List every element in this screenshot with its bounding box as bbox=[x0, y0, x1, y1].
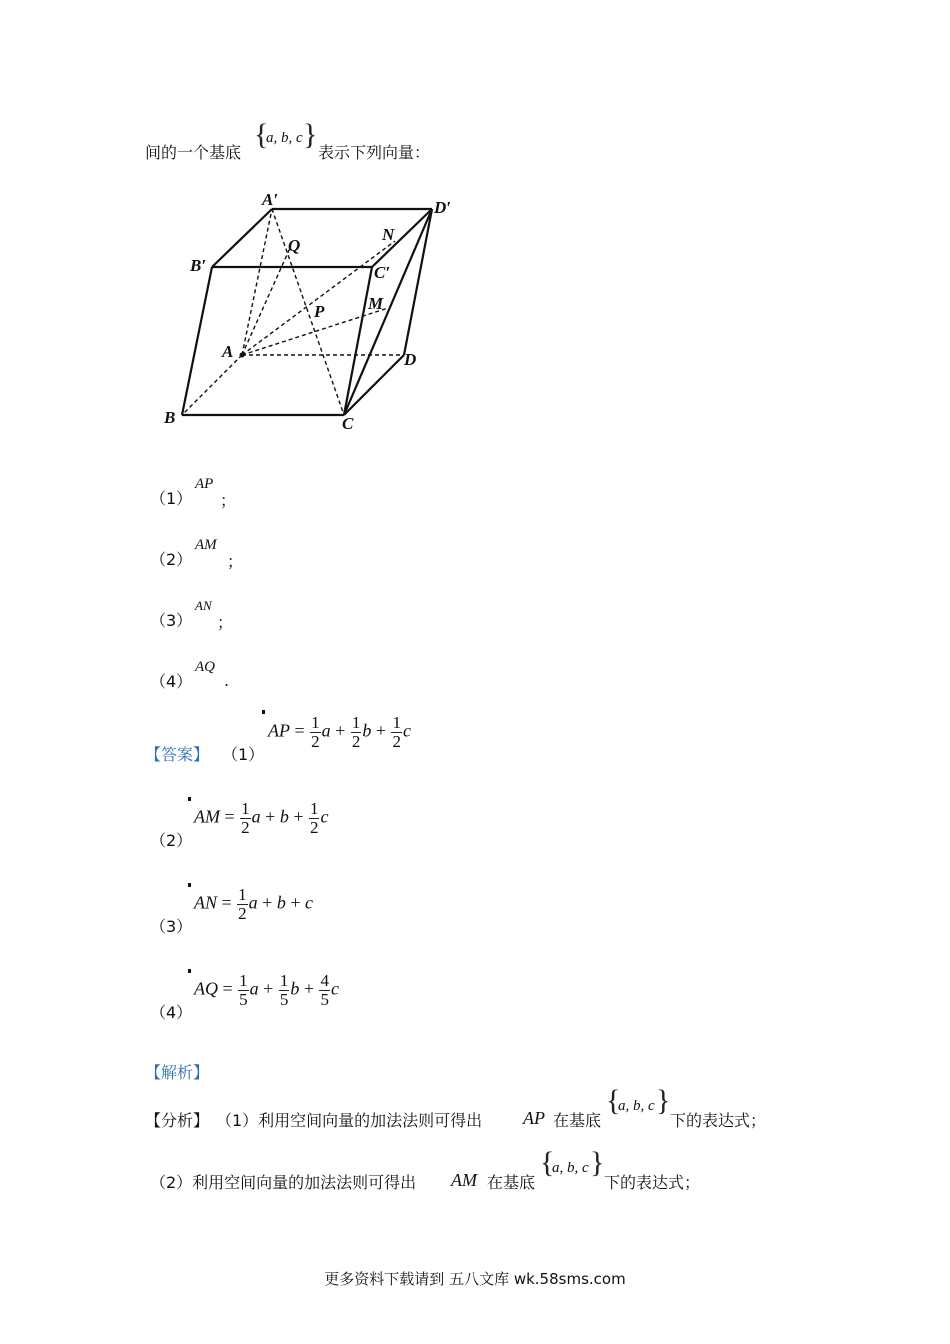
fraction: $\frac{1}{2}$ bbox=[309, 799, 319, 837]
basis-left-brace: { bbox=[606, 1084, 621, 1117]
analysis-line1-vector: AP bbox=[523, 1108, 545, 1128]
fraction: $\frac{1}{5}$ bbox=[279, 971, 289, 1009]
analysis-tag: 【解析】 bbox=[145, 1063, 210, 1082]
label-Q: Q bbox=[288, 236, 301, 255]
analysis-line1-mid: 在基底 bbox=[553, 1111, 602, 1130]
analysis-line2-mid: 在基底 bbox=[487, 1173, 536, 1192]
answer-4-formula: AQ = $\frac{1}{5}$ a + $\frac{1}{5}$ b + $\frac{4}{5}$ c bbox=[194, 971, 339, 1009]
answer-2-formula: AM = $\frac{1}{2}$ a + b + $\frac{1}{2}$ c bbox=[194, 799, 329, 837]
question-2-end: ； bbox=[227, 552, 244, 571]
analysis-line1-basis: a, b, c bbox=[618, 1098, 655, 1114]
question-2-num: （2） bbox=[150, 550, 193, 569]
answer-3-formula: AN = $\frac{1}{2}$ a + b + c bbox=[194, 885, 313, 923]
label-D: D bbox=[404, 350, 417, 369]
question-1-end: ； bbox=[220, 491, 237, 510]
answer-1-num: （1） bbox=[222, 745, 265, 764]
label-M: M bbox=[368, 294, 384, 313]
intro-prefix: 间的一个基底 bbox=[145, 143, 242, 162]
parallelepiped-figure bbox=[150, 185, 480, 435]
hidden-AB bbox=[182, 355, 242, 415]
question-2-vector: AM bbox=[195, 537, 217, 553]
fraction: $\frac{4}{5}$ bbox=[320, 971, 329, 1009]
label-A: A bbox=[222, 342, 234, 361]
question-3-num: （3） bbox=[150, 611, 193, 630]
vector-arrow-mark bbox=[262, 710, 265, 714]
vector-arrow-mark bbox=[188, 883, 191, 887]
question-3-vector: AN bbox=[195, 598, 212, 613]
fraction: $\frac{1}{2}$ bbox=[392, 713, 401, 751]
fraction: $\frac{1}{5}$ bbox=[239, 971, 248, 1009]
label-C-prime: C′ bbox=[374, 263, 391, 282]
answer-4-num: （4） bbox=[150, 1003, 193, 1022]
analysis-line1-end: 下的表达式； bbox=[670, 1111, 767, 1130]
edge-BprimeB bbox=[182, 267, 212, 415]
question-1-vector: AP bbox=[195, 476, 214, 492]
edge-CprimeC bbox=[344, 267, 372, 415]
hidden-AprimeC bbox=[272, 209, 344, 415]
basis-right-brace: } bbox=[590, 1146, 605, 1179]
label-A-prime: A′ bbox=[262, 190, 279, 209]
hidden-AAprime bbox=[242, 209, 272, 355]
point-A bbox=[240, 353, 245, 358]
analysis-line1-text: （1）利用空间向量的加法法则可得出 bbox=[216, 1111, 483, 1130]
fraction: $\frac{1}{2}$ bbox=[241, 799, 250, 837]
analysis-line2-basis: a, b, c bbox=[552, 1160, 589, 1176]
answer-4-vector: AQ bbox=[194, 978, 218, 999]
hidden-AQ bbox=[242, 248, 290, 355]
basis-left-brace: { bbox=[254, 118, 269, 151]
question-4-num: （4） bbox=[150, 672, 193, 691]
edge-AprimeBprime bbox=[212, 209, 272, 267]
answer-1-vector: AP bbox=[268, 720, 290, 741]
label-P: P bbox=[314, 302, 325, 321]
question-4-vector: AQ bbox=[195, 659, 215, 675]
label-B: B bbox=[164, 408, 176, 427]
analysis-line2-end: 下的表达式； bbox=[604, 1173, 701, 1192]
answer-2-vector: AM bbox=[194, 806, 220, 827]
vector-arrow-mark bbox=[188, 969, 191, 973]
vector-arrow-mark bbox=[188, 797, 191, 801]
answer-1-formula: AP = $\frac{1}{2}$ a + $\frac{1}{2}$ b + $\frac{1}{2}$ c bbox=[268, 713, 411, 751]
question-1-num: （1） bbox=[150, 489, 193, 508]
question-3-end: ； bbox=[217, 613, 234, 632]
intro-basis: a, b, c bbox=[266, 130, 303, 146]
basis-right-brace: } bbox=[303, 118, 318, 151]
label-C: C bbox=[342, 414, 354, 433]
basis-left-brace: { bbox=[540, 1146, 555, 1179]
answer-2-num: （2） bbox=[150, 831, 193, 850]
analysis-line2-text: （2）利用空间向量的加法法则可得出 bbox=[150, 1173, 417, 1192]
answer-3-vector: AN bbox=[194, 892, 218, 913]
label-N: N bbox=[382, 225, 395, 244]
fraction: $\frac{1}{2}$ bbox=[238, 885, 247, 923]
answer-tag: 【答案】 bbox=[145, 745, 210, 764]
footer-note: 更多资料下载请到 五八文库 wk.58sms.com bbox=[324, 1270, 626, 1288]
answer-3-num: （3） bbox=[150, 917, 193, 936]
analysis-line1-tag: 【分析】 bbox=[145, 1111, 210, 1130]
fraction: $\frac{1}{2}$ bbox=[351, 713, 361, 751]
label-D-prime: D′ bbox=[434, 198, 452, 217]
intro-suffix: 表示下列向量： bbox=[318, 143, 431, 162]
analysis-line2-vector: AM bbox=[451, 1170, 477, 1190]
question-4-end: . bbox=[224, 671, 230, 690]
label-B-prime: B′ bbox=[190, 256, 207, 275]
fraction: $\frac{1}{2}$ bbox=[311, 713, 320, 751]
basis-right-brace: } bbox=[656, 1084, 671, 1117]
